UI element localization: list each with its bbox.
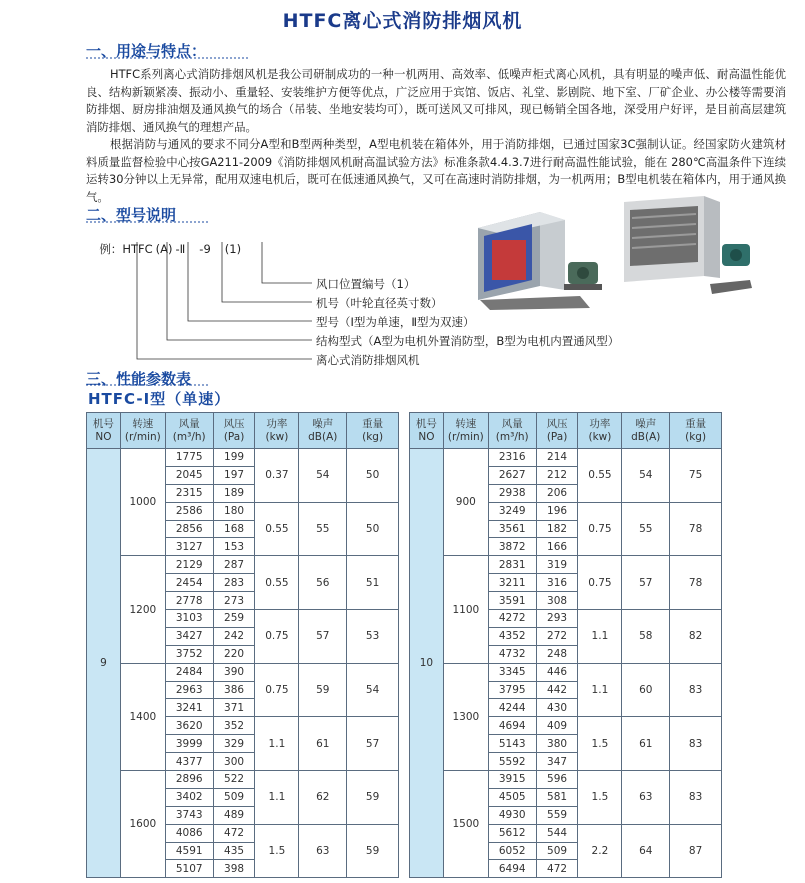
table-row [410,449,722,467]
power-cell: 0.55 [255,556,299,610]
flow-cell: 3795 [488,681,536,699]
flow-cell: 2938 [488,484,536,502]
weight-cell: 54 [347,663,399,717]
speed-cell: 1600 [120,771,165,878]
machine-number-cell: 10 [410,449,444,878]
pressure-cell: 371 [213,699,255,717]
flow-cell: 3345 [488,663,536,681]
power-cell: 1.1 [578,663,622,717]
flow-cell: 2045 [165,466,213,484]
flow-cell: 5107 [165,860,213,878]
pressure-cell: 352 [213,717,255,735]
power-cell: 0.75 [255,663,299,717]
section2-heading: 二、型号说明 [86,206,177,224]
flow-cell: 5592 [488,753,536,771]
power-cell: 0.75 [578,556,622,610]
weight-cell: 82 [670,610,722,664]
weight-cell: 51 [347,556,399,610]
weight-cell: 53 [347,610,399,664]
flow-cell: 3127 [165,538,213,556]
annotation-machine-number: 机号（叶轮直径英寸数） [316,296,443,310]
weight-cell: 83 [670,663,722,717]
speed-cell: 1500 [443,771,488,878]
weight-cell: 50 [347,449,399,503]
column-header: 风量 (m³/h) [165,413,213,449]
pressure-cell: 380 [536,735,578,753]
pressure-cell: 248 [536,645,578,663]
flow-cell: 2454 [165,574,213,592]
noise-cell: 57 [622,556,670,610]
flow-cell: 1775 [165,449,213,467]
pressure-cell: 153 [213,538,255,556]
pressure-cell: 398 [213,860,255,878]
pressure-cell: 390 [213,663,255,681]
pressure-cell: 442 [536,681,578,699]
section1-paragraph-2: 根据消防与通风的要求不同分A型和B型两种类型，A型电机装在箱体外，用于消防排烟，已通过国家3C强制认证。经国家防火建筑材料质量监督检验中心按GA211-2009《消防排烟风机耐高温试验方法》标准条款4.4.3.7进行耐高温性能试验，能在 280℃高温条件下连续运转30分钟以上无异常，配用双速电机后，既可在低速通风换气，又可在高速时消防排烟，为一机两用；B型电机装在箱体内，用于通风换气。 [86,137,786,204]
weight-cell: 59 [347,771,399,825]
flow-cell: 4244 [488,699,536,717]
flow-cell: 5612 [488,824,536,842]
table-row [410,556,722,574]
pressure-cell: 581 [536,788,578,806]
annotation-model-type: 型号（Ⅰ型为单速，Ⅱ型为双速） [316,315,475,329]
power-cell: 0.75 [255,610,299,664]
pressure-cell: 273 [213,592,255,610]
table-row [410,771,722,789]
pressure-cell: 283 [213,574,255,592]
weight-cell: 75 [670,449,722,503]
flow-cell: 3249 [488,502,536,520]
pressure-cell: 386 [213,681,255,699]
flow-cell: 4272 [488,610,536,628]
flow-cell: 3915 [488,771,536,789]
flow-cell: 3103 [165,610,213,628]
flow-cell: 5143 [488,735,536,753]
flow-cell: 4086 [165,824,213,842]
column-header: 功率 (kw) [578,413,622,449]
pressure-cell: 189 [213,484,255,502]
pressure-cell: 197 [213,466,255,484]
flow-cell: 2856 [165,520,213,538]
power-cell: 1.5 [578,717,622,771]
flow-cell: 4505 [488,788,536,806]
flow-cell: 4694 [488,717,536,735]
flow-cell: 3999 [165,735,213,753]
noise-cell: 61 [299,717,347,771]
speed-cell: 900 [443,449,488,556]
pressure-cell: 199 [213,449,255,467]
pressure-cell: 272 [536,627,578,645]
flow-cell: 3402 [165,788,213,806]
pressure-cell: 220 [213,645,255,663]
column-header: 重量 (kg) [347,413,399,449]
speed-cell: 1200 [120,556,165,663]
column-header: 风量 (m³/h) [488,413,536,449]
power-cell: 0.75 [578,502,622,556]
model-example [92,227,241,257]
speed-cell: 1300 [443,663,488,770]
pressure-cell: 287 [213,556,255,574]
table-row [87,771,399,789]
flow-cell: 2484 [165,663,213,681]
column-header: 机号 NO [87,413,121,449]
noise-cell: 59 [299,663,347,717]
performance-table-no9 [86,412,399,878]
noise-cell: 62 [299,771,347,825]
flow-cell: 3241 [165,699,213,717]
pressure-cell: 180 [213,502,255,520]
flow-cell: 3872 [488,538,536,556]
flow-cell: 6494 [488,860,536,878]
flow-cell: 3211 [488,574,536,592]
pressure-cell: 472 [536,860,578,878]
power-cell: 0.55 [578,449,622,503]
flow-cell: 3620 [165,717,213,735]
example-part-outlet: (1) [224,242,242,256]
table-row [410,663,722,681]
flow-cell: 2831 [488,556,536,574]
power-cell: 1.1 [255,717,299,771]
weight-cell: 78 [670,502,722,556]
column-header: 重量 (kg) [670,413,722,449]
example-part-number: -9 [199,242,211,256]
example-part-structure: (A) [155,242,173,256]
weight-cell: 50 [347,502,399,556]
pressure-cell: 472 [213,824,255,842]
pressure-cell: 409 [536,717,578,735]
weight-cell: 59 [347,824,399,878]
annotation-structure: 结构型式（A型为电机外置消防型，B型为电机内置通风型） [316,334,620,348]
example-part-type: -Ⅱ [175,242,186,256]
pressure-cell: 347 [536,753,578,771]
flow-cell: 3591 [488,592,536,610]
power-cell: 2.2 [578,824,622,878]
flow-cell: 2586 [165,502,213,520]
fan-photo-type-b [620,184,755,299]
page-title: HTFC离心式消防排烟风机 [282,10,523,32]
column-header: 转速 (r/min) [120,413,165,449]
pressure-cell: 300 [213,753,255,771]
noise-cell: 57 [299,610,347,664]
fan-photo-type-a [470,200,605,310]
noise-cell: 54 [299,449,347,503]
flow-cell: 2963 [165,681,213,699]
power-cell: 0.37 [255,449,299,503]
table-row [87,449,399,467]
flow-cell: 2627 [488,466,536,484]
pressure-cell: 319 [536,556,578,574]
column-header: 转速 (r/min) [443,413,488,449]
pressure-cell: 559 [536,806,578,824]
pressure-cell: 446 [536,663,578,681]
pressure-cell: 596 [536,771,578,789]
flow-cell: 2129 [165,556,213,574]
noise-cell: 63 [299,824,347,878]
flow-cell: 4591 [165,842,213,860]
noise-cell: 64 [622,824,670,878]
annotation-fan-type: 离心式消防排烟风机 [316,353,420,367]
example-prefix: 例： [99,242,123,256]
weight-cell: 78 [670,556,722,610]
flow-cell: 2315 [165,484,213,502]
power-cell: 0.55 [255,502,299,556]
section3-heading: 三、性能参数表 [86,370,192,388]
pressure-cell: 168 [213,520,255,538]
power-cell: 1.5 [255,824,299,878]
section1-heading: 一、用途与特点： [86,42,207,60]
weight-cell: 83 [670,717,722,771]
flow-cell: 2896 [165,771,213,789]
column-header: 噪声 dB(A) [622,413,670,449]
pressure-cell: 206 [536,484,578,502]
noise-cell: 60 [622,663,670,717]
noise-cell: 55 [299,502,347,556]
pressure-cell: 259 [213,610,255,628]
pressure-cell: 214 [536,449,578,467]
pressure-cell: 544 [536,824,578,842]
pressure-cell: 489 [213,806,255,824]
speed-cell: 1100 [443,556,488,663]
weight-cell: 57 [347,717,399,771]
noise-cell: 61 [622,717,670,771]
flow-cell: 3743 [165,806,213,824]
performance-table-no10 [409,412,722,878]
section1-paragraph-1: HTFC系列离心式消防排烟风机是我公司研制成功的一种一机两用、高效率、低噪声柜式离心风机，具有明显的噪声低、耐高温性能优良、结构新颖紧凑、振动小、重量轻、安装维护方便等优点，广泛应用于宾馆、饭店、礼堂、影剧院、地下室、厂矿企业、办公楼等需要消防排烟、厨房排油烟及通风换气的场合（吊装、坐地安装均可），既可送风又可排风，现已畅销全国各地，深受用户好评，是目前高层建筑消防排烟、通风换气的理想产品。 [86,67,786,134]
column-header: 机号 NO [410,413,444,449]
pressure-cell: 166 [536,538,578,556]
flow-cell: 2316 [488,449,536,467]
weight-cell: 87 [670,824,722,878]
pressure-cell: 212 [536,466,578,484]
power-cell: 1.1 [578,610,622,664]
pressure-cell: 182 [536,520,578,538]
noise-cell: 55 [622,502,670,556]
pressure-cell: 430 [536,699,578,717]
flow-cell: 4352 [488,627,536,645]
column-header: 功率 (kw) [255,413,299,449]
pressure-cell: 308 [536,592,578,610]
pressure-cell: 293 [536,610,578,628]
flow-cell: 4930 [488,806,536,824]
table-row [87,556,399,574]
noise-cell: 63 [622,771,670,825]
flow-cell: 4732 [488,645,536,663]
pressure-cell: 196 [536,502,578,520]
table-row [87,663,399,681]
annotation-outlet-position: 风口位置编号（1） [316,277,416,291]
pressure-cell: 522 [213,771,255,789]
speed-cell: 1000 [120,449,165,556]
flow-cell: 3752 [165,645,213,663]
flow-cell: 6052 [488,842,536,860]
pressure-cell: 316 [536,574,578,592]
weight-cell: 83 [670,771,722,825]
table-subtitle: HTFC-Ⅰ型（单速） [88,390,231,408]
machine-number-cell: 9 [87,449,121,878]
speed-cell: 1400 [120,663,165,770]
power-cell: 1.5 [578,771,622,825]
noise-cell: 56 [299,556,347,610]
pressure-cell: 435 [213,842,255,860]
noise-cell: 54 [622,449,670,503]
flow-cell: 3427 [165,627,213,645]
column-header: 噪声 dB(A) [299,413,347,449]
flow-cell: 3561 [488,520,536,538]
power-cell: 1.1 [255,771,299,825]
example-part-htfc: HTFC [122,242,153,256]
column-header: 风压 (Pa) [213,413,255,449]
flow-cell: 2778 [165,592,213,610]
noise-cell: 58 [622,610,670,664]
pressure-cell: 242 [213,627,255,645]
pressure-cell: 509 [213,788,255,806]
flow-cell: 4377 [165,753,213,771]
pressure-cell: 509 [536,842,578,860]
column-header: 风压 (Pa) [536,413,578,449]
pressure-cell: 329 [213,735,255,753]
